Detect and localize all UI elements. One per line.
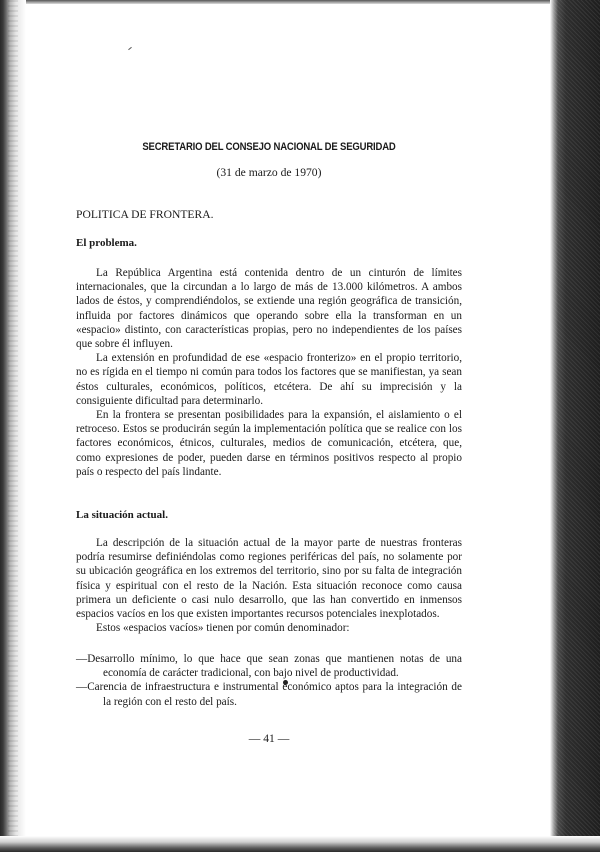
paragraph: La descripción de la situación actual de la mayor parte de nuestras fronteras podría resumirse definiéndolas como regiones periféricas del país, no solamente por su ubicación geográfica en los extremos del territorio, sino por su falta de integración física y espiritual con el resto de la Nación. Esta situación reconoce como causa primera un deficiente o casi nulo desarrollo, que las han convertido en inmensos espacios vacíos en los que existen importantes recursos potenciales inexplotados. — [76, 537, 462, 621]
section-title: POLITICA DE FRONTERA. — [76, 208, 214, 221]
page-number: — 41 — — [248, 732, 290, 745]
scan-edge-top — [0, 0, 600, 4]
scan-edge-left — [0, 0, 26, 852]
scan-speck — [128, 47, 132, 50]
scan-edge-right — [550, 0, 600, 852]
list-item: —Desarrollo mínimo, lo que hace que sean zonas que mantienen notas de una economía de carácter tradicional, con bajo nivel de productividad. — [76, 653, 462, 680]
list-item: —Carencia de infraestructura e instrumental económico aptos para la integración de la región con el resto del país. — [76, 681, 462, 708]
subsection-title-situacion: La situación actual. — [76, 509, 168, 521]
document-date: (31 de marzo de 1970) — [216, 166, 322, 179]
document-heading: SECRETARIO DEL CONSEJO NACIONAL DE SEGURIDAD — [142, 141, 396, 153]
scan-edge-bottom — [0, 836, 600, 852]
subsection-title-problema: El problema. — [76, 237, 137, 249]
body-problema — [76, 266, 462, 479]
denominator-list — [76, 652, 462, 709]
body-situacion — [76, 536, 462, 635]
paragraph: En la frontera se presentan posibilidades para la expansión, el aislamiento o el retroceso. Estos se producirán según la implementación política que se realice con los factores económicos, étnicos, culturales, medios de comunicación, etcétera, que, como expresiones de poder, pueden darse en términos positivos respecto al propio país o respecto del país lindante. — [76, 409, 462, 478]
paragraph: Estos «espacios vacíos» tienen por común denominador: — [96, 622, 350, 635]
paragraph: La extensión en profundidad de ese «espacio fronterizo» en el propio territorio, no es rígida en el tiempo ni común para todos los factores que se manifiestan, ya sean éstos culturales, económicos, políticos, etcétera. De ahí su imprecisión y la consiguiente dificultad para determinarlo. — [76, 352, 462, 407]
paragraph: La República Argentina está contenida dentro de un cinturón de límites internacionales, que la circundan a lo largo de más de 13.000 kilómetros. A ambos lados de éstos, y comprendiéndolos, se extiende una región geográfica de transición, influida por factores dinámicos que operando sobre ella la transforman en un «espacio» distinto, con características propias, pero no independientes de los países que sobre él influyen. — [76, 267, 462, 351]
